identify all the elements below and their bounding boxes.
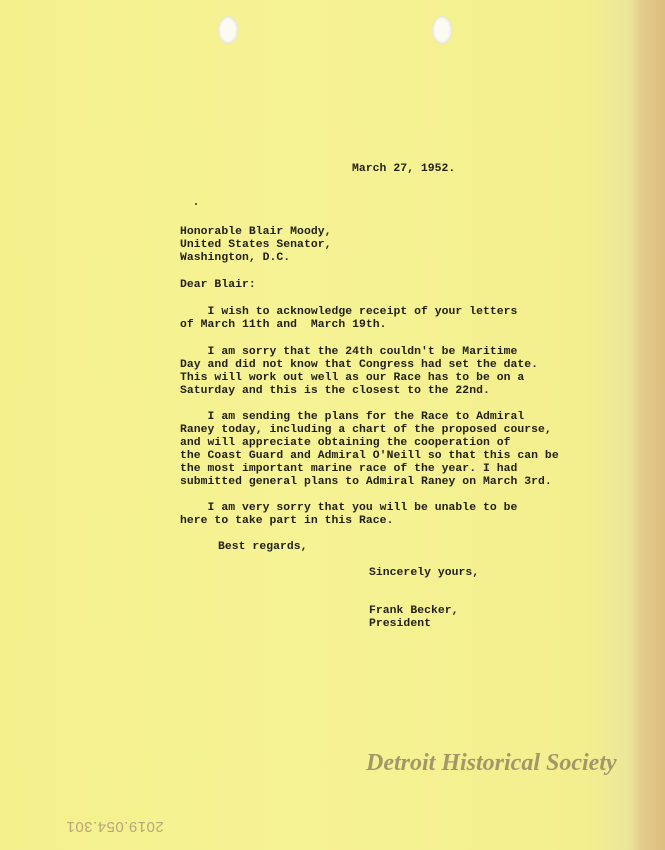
closing-regards: Best regards, (218, 541, 308, 553)
recipient-address: Washington, D.C. (180, 252, 291, 264)
paragraph-3-line-6: submitted general plans to Admiral Raney on March 3rd. (180, 476, 552, 488)
watermark-logo: Detroit Historical Society (366, 750, 617, 776)
salutation: Dear Blair: (180, 279, 256, 291)
paper-edge-shadow (631, 0, 665, 850)
punch-hole-left (218, 16, 238, 44)
paragraph-4-line-2: here to take part in this Race. (180, 515, 394, 527)
paragraph-3-line-5: the most important marine race of the year. I had (180, 463, 518, 475)
signoff: Sincerely yours, (369, 567, 480, 579)
signer-title: President (369, 618, 431, 630)
paragraph-3-line-3: and will appreciate obtaining the cooperation of (180, 437, 511, 449)
paragraph-3-line-1: I am sending the plans for the Race to Admiral (180, 411, 525, 423)
letter-date: March 27, 1952. (352, 163, 456, 175)
recipient-name: Honorable Blair Moody, (180, 226, 332, 238)
recipient-title: United States Senator, (180, 239, 332, 251)
paragraph-2-line-4: Saturday and this is the closest to the 22nd. (180, 385, 490, 397)
paragraph-3-line-2: Raney today, including a chart of the proposed course, (180, 424, 552, 436)
punch-hole-right (432, 16, 452, 44)
paragraph-3-line-4: the Coast Guard and Admiral O'Neill so that this can be (180, 450, 559, 462)
ink-speck (195, 203, 197, 205)
paragraph-2-line-1: I am sorry that the 24th couldn't be Maritime (180, 346, 518, 358)
paragraph-1-line-1: I wish to acknowledge receipt of your letters (180, 306, 518, 318)
archive-number: 2019.054.301 (66, 818, 164, 835)
paragraph-2-line-3: This will work out well as our Race has to be on a (180, 372, 525, 384)
paragraph-4-line-1: I am very sorry that you will be unable to be (180, 502, 518, 514)
paragraph-2-line-2: Day and did not know that Congress had set the date. (180, 359, 539, 371)
paragraph-1-line-2: of March 11th and March 19th. (180, 319, 387, 331)
signer-name: Frank Becker, (369, 605, 459, 617)
